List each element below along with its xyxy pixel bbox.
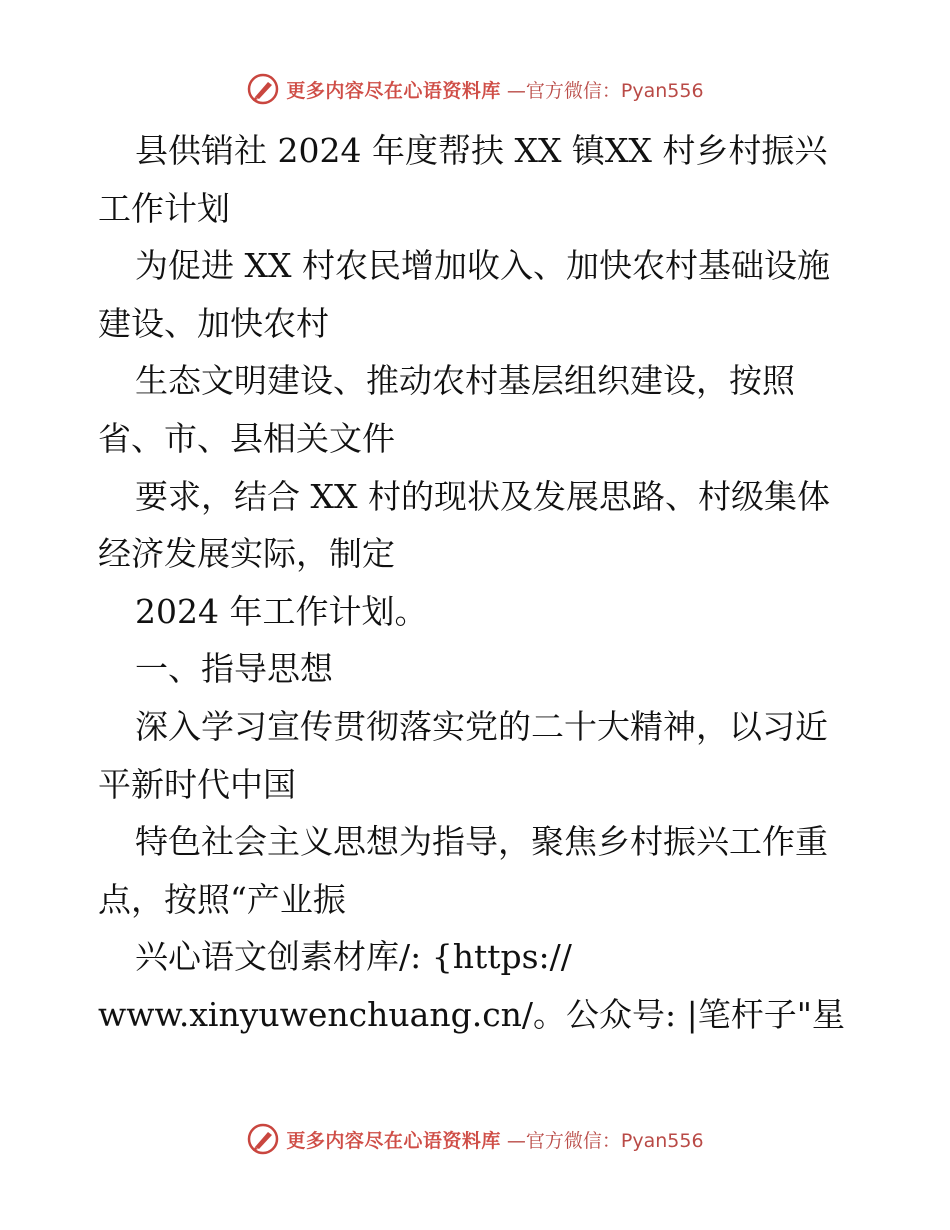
watermark-contact: —官方微信：Pyan556 bbox=[506, 79, 704, 102]
title-line-1: 县供销社 2024 年度帮扶 XX 镇XX 村乡村振兴 bbox=[135, 131, 828, 170]
paragraph-line: 经济发展实际，制定 bbox=[98, 534, 395, 574]
paragraph-line: 为促进 XX 村农民增加收入、加快农村基础设施 bbox=[135, 246, 830, 286]
paragraph-line: 平新时代中国 bbox=[98, 764, 296, 804]
paragraph-line: 深入学习宣传贯彻落实党的二十大精神，以习近 bbox=[135, 706, 828, 746]
watermark-contact: —官方微信：Pyan556 bbox=[506, 1129, 704, 1152]
paragraph-line: 生态文明建设、推动农村基层组织建设，按照 bbox=[135, 361, 795, 401]
watermark-text: 更多内容尽在心语资料库 bbox=[286, 79, 501, 102]
pen-nib-icon bbox=[246, 72, 280, 106]
paragraph-line: 特色社会主义思想为指导，聚焦乡村振兴工作重 bbox=[135, 822, 828, 862]
paragraph-line: 要求，结合 XX 村的现状及发展思路、村级集体 bbox=[135, 476, 830, 516]
section-heading: 一、指导思想 bbox=[135, 649, 333, 689]
paragraph-line: 2024 年工作计划。 bbox=[135, 591, 428, 631]
pen-nib-icon bbox=[246, 1122, 280, 1156]
title-line-2: 工作计划 bbox=[98, 188, 230, 228]
footer-watermark bbox=[0, 1122, 950, 1156]
watermark-text: 更多内容尽在心语资料库 bbox=[286, 1129, 501, 1152]
document-body bbox=[98, 122, 858, 1044]
paragraph-line: 兴心语文创素材库/: {https:// bbox=[135, 937, 572, 977]
paragraph-line: 建设、加快农村 bbox=[98, 303, 329, 343]
paragraph-line: www.xinyuwenchuang.cn/。公众号: |笔杆子"星 bbox=[98, 994, 845, 1034]
paragraph-line: 点，按照“产业振 bbox=[98, 879, 346, 919]
header-watermark bbox=[0, 72, 950, 106]
paragraph-line: 省、市、县相关文件 bbox=[98, 418, 395, 458]
